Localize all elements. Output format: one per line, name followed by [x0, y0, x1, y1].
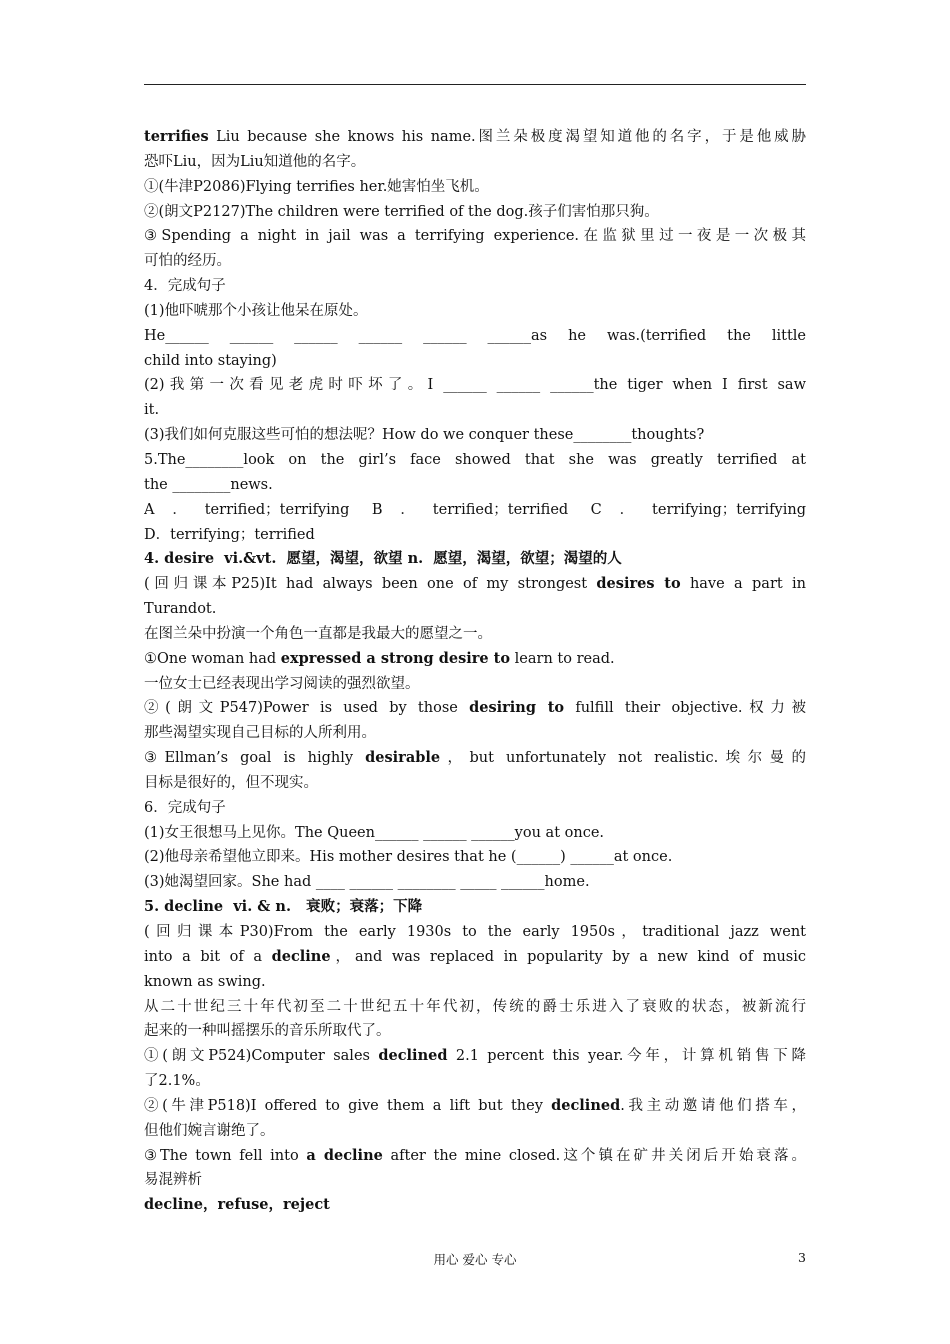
text-line	[144, 324, 806, 349]
text-line	[144, 572, 806, 597]
text-run: 了2.1%。	[144, 1073, 210, 1090]
text-run: 易混辨析	[144, 1172, 202, 1189]
text-line	[144, 1069, 806, 1094]
bold-term: expressed a strong desire to	[280, 649, 511, 667]
text-line	[144, 1168, 806, 1193]
text-line	[144, 1094, 806, 1119]
text-run: He______ ______ ______ ______ ______ ______as he was.(terrified the little	[144, 327, 806, 344]
text-line	[144, 1044, 806, 1069]
text-run: ①(朗文P524)Computer sales	[144, 1048, 379, 1065]
text-run: (2)我第一次看见老虎时吓坏了。I ______ ______ ______the tiger when I first saw	[144, 377, 806, 394]
text-run: have a part in	[680, 576, 806, 593]
text-run: ，but unfortunately not realistic.埃尔曼的	[440, 750, 806, 767]
text-line	[144, 696, 806, 721]
text-line	[144, 597, 806, 622]
text-line	[144, 473, 806, 498]
text-run: (回归课本P30)From the early 1930s to the early 1950s，traditional jazz went	[144, 924, 806, 940]
text-run: 但他们婉言谢绝了。	[144, 1122, 275, 1139]
text-line	[144, 870, 806, 895]
text-line	[144, 349, 806, 374]
text-line	[144, 448, 806, 473]
text-line	[144, 995, 806, 1020]
text-line	[144, 721, 806, 746]
bold-term: declined	[551, 1096, 621, 1114]
text-line	[144, 523, 806, 548]
text-run: ②(牛津P518)I offered to give them a lift but they	[144, 1097, 552, 1114]
text-run: (1)女王很想马上见你。The Queen______ ______ ______you at once.	[144, 824, 605, 841]
text-run: ③Spending a night in jail was a terrifying experience.在监狱里过一夜是一次极其	[144, 228, 806, 245]
text-run: D．terrifying；terrified	[144, 526, 315, 543]
bold-term: desirable	[365, 749, 441, 767]
text-run: Liu because she knows his name.图兰朵极度渴望知道他的名字，于是他威胁	[208, 129, 806, 145]
text-line	[144, 1193, 806, 1218]
text-run: .我主动邀请他们搭车，	[620, 1097, 806, 1114]
text-line	[144, 647, 806, 672]
text-run: 目标是很好的，但不现实。	[144, 774, 318, 791]
text-line	[144, 970, 806, 995]
text-run: 在图兰朵中扮演一个角色一直都是我最大的愿望之一。	[144, 625, 492, 642]
text-run: ，and was replaced in popularity by a new kind of music	[330, 948, 806, 965]
text-run: (回归课本P25)It had always been one of my strongest	[144, 576, 597, 593]
bold-term: terrifies	[144, 128, 209, 145]
header-rule	[144, 84, 806, 85]
text-line	[144, 1119, 806, 1144]
bold-term: desires to	[596, 575, 681, 593]
text-line	[144, 175, 806, 200]
text-line	[144, 796, 806, 821]
text-run: the ________news.	[144, 476, 273, 493]
text-line	[144, 498, 806, 523]
text-run: after the mine closed.这个镇在矿井关闭后开始衰落。	[382, 1147, 806, 1164]
text-run: child into staying)	[144, 352, 277, 369]
text-run: A．terrified；terrifying B．terrified；terrified C．terrifying；terrifying	[144, 501, 806, 518]
text-run: ②(朗文P2127)The children were terrified of the dog.孩子们害怕那只狗。	[144, 203, 659, 220]
text-line	[144, 945, 806, 970]
text-line	[144, 771, 806, 796]
text-run: ①One woman had	[144, 650, 281, 667]
text-line	[144, 274, 806, 299]
text-run: known as swing.	[144, 973, 266, 990]
text-run: (3)她渴望回家。She had ____ ______ ________ _____ ______home.	[144, 874, 590, 891]
text-line	[144, 398, 806, 423]
bold-term: 4. desire vi.&vt. 愿望，渴望，欲望 n. 愿望，渴望，欲望；渴望的人	[144, 550, 622, 568]
text-run: 那些渴望实现自己目标的人所利用。	[144, 725, 376, 742]
footer-slogan: 用心 爱心 专心	[433, 1252, 517, 1267]
text-run: 2.1 percent this year.今年，计算机销售下降	[447, 1048, 806, 1065]
text-run: learn to read.	[510, 650, 615, 667]
bold-term: declined	[378, 1047, 448, 1065]
text-line	[144, 224, 806, 249]
text-run: ②(朗文P547)Power is used by those	[144, 700, 470, 717]
text-run: 5.The________look on the girl’s face showed that she was greatly terrified at	[144, 451, 806, 468]
text-line	[144, 200, 806, 225]
text-line	[144, 1144, 806, 1169]
document-body	[144, 125, 806, 1218]
text-run: ①(牛津P2086)Flying terrifies her.她害怕坐飞机。	[144, 178, 489, 195]
text-run: Turandot.	[144, 601, 217, 618]
text-line	[144, 299, 806, 324]
text-run: ③The town fell into	[144, 1147, 307, 1164]
text-line	[144, 622, 806, 647]
text-line	[144, 373, 806, 398]
text-run: 4．完成句子	[144, 278, 226, 295]
text-run: (1)他吓唬那个小孩让他呆在原处。	[144, 302, 368, 319]
text-line	[144, 150, 806, 175]
bold-term: 5. decline vi. & n. 衰败；衰落；下降	[144, 898, 423, 916]
text-line	[144, 125, 806, 150]
text-run: 恐吓Liu，因为Liu知道他的名字。	[144, 153, 366, 170]
text-line	[144, 547, 806, 572]
bold-term: decline，refuse，reject	[144, 1196, 330, 1214]
text-line	[144, 746, 806, 771]
bold-term: decline	[271, 947, 331, 965]
text-run: into a bit of a	[144, 948, 272, 965]
text-run: 6．完成句子	[144, 799, 226, 816]
text-line	[144, 423, 806, 448]
text-line	[144, 1019, 806, 1044]
text-run: 一位女士已经表现出学习阅读的强烈欲望。	[144, 675, 420, 692]
page-number: 3	[798, 1250, 806, 1265]
text-line	[144, 821, 806, 846]
text-line	[144, 845, 806, 870]
text-run: 可怕的经历。	[144, 253, 231, 270]
text-line	[144, 920, 806, 945]
bold-term: desiring to	[469, 699, 565, 717]
text-run: ③Ellman’s goal is highly	[144, 750, 366, 767]
text-run: (2)他母亲希望他立即来。His mother desires that he (______) ______at once.	[144, 849, 673, 866]
text-line	[144, 895, 806, 920]
bold-term: a decline	[306, 1146, 383, 1164]
text-run: (3)我们如何克服这些可怕的想法呢？How do we conquer these________thoughts?	[144, 427, 705, 444]
text-run: it.	[144, 402, 160, 419]
text-line	[144, 249, 806, 274]
text-run: fulfill their objective.权力被	[564, 700, 806, 717]
text-line	[144, 672, 806, 697]
text-run: 从二十世纪三十年代初至二十世纪五十年代初，传统的爵士乐进入了衰败的状态，被新流行	[144, 998, 806, 1015]
text-run: 起来的一种叫摇摆乐的音乐所取代了。	[144, 1023, 391, 1040]
